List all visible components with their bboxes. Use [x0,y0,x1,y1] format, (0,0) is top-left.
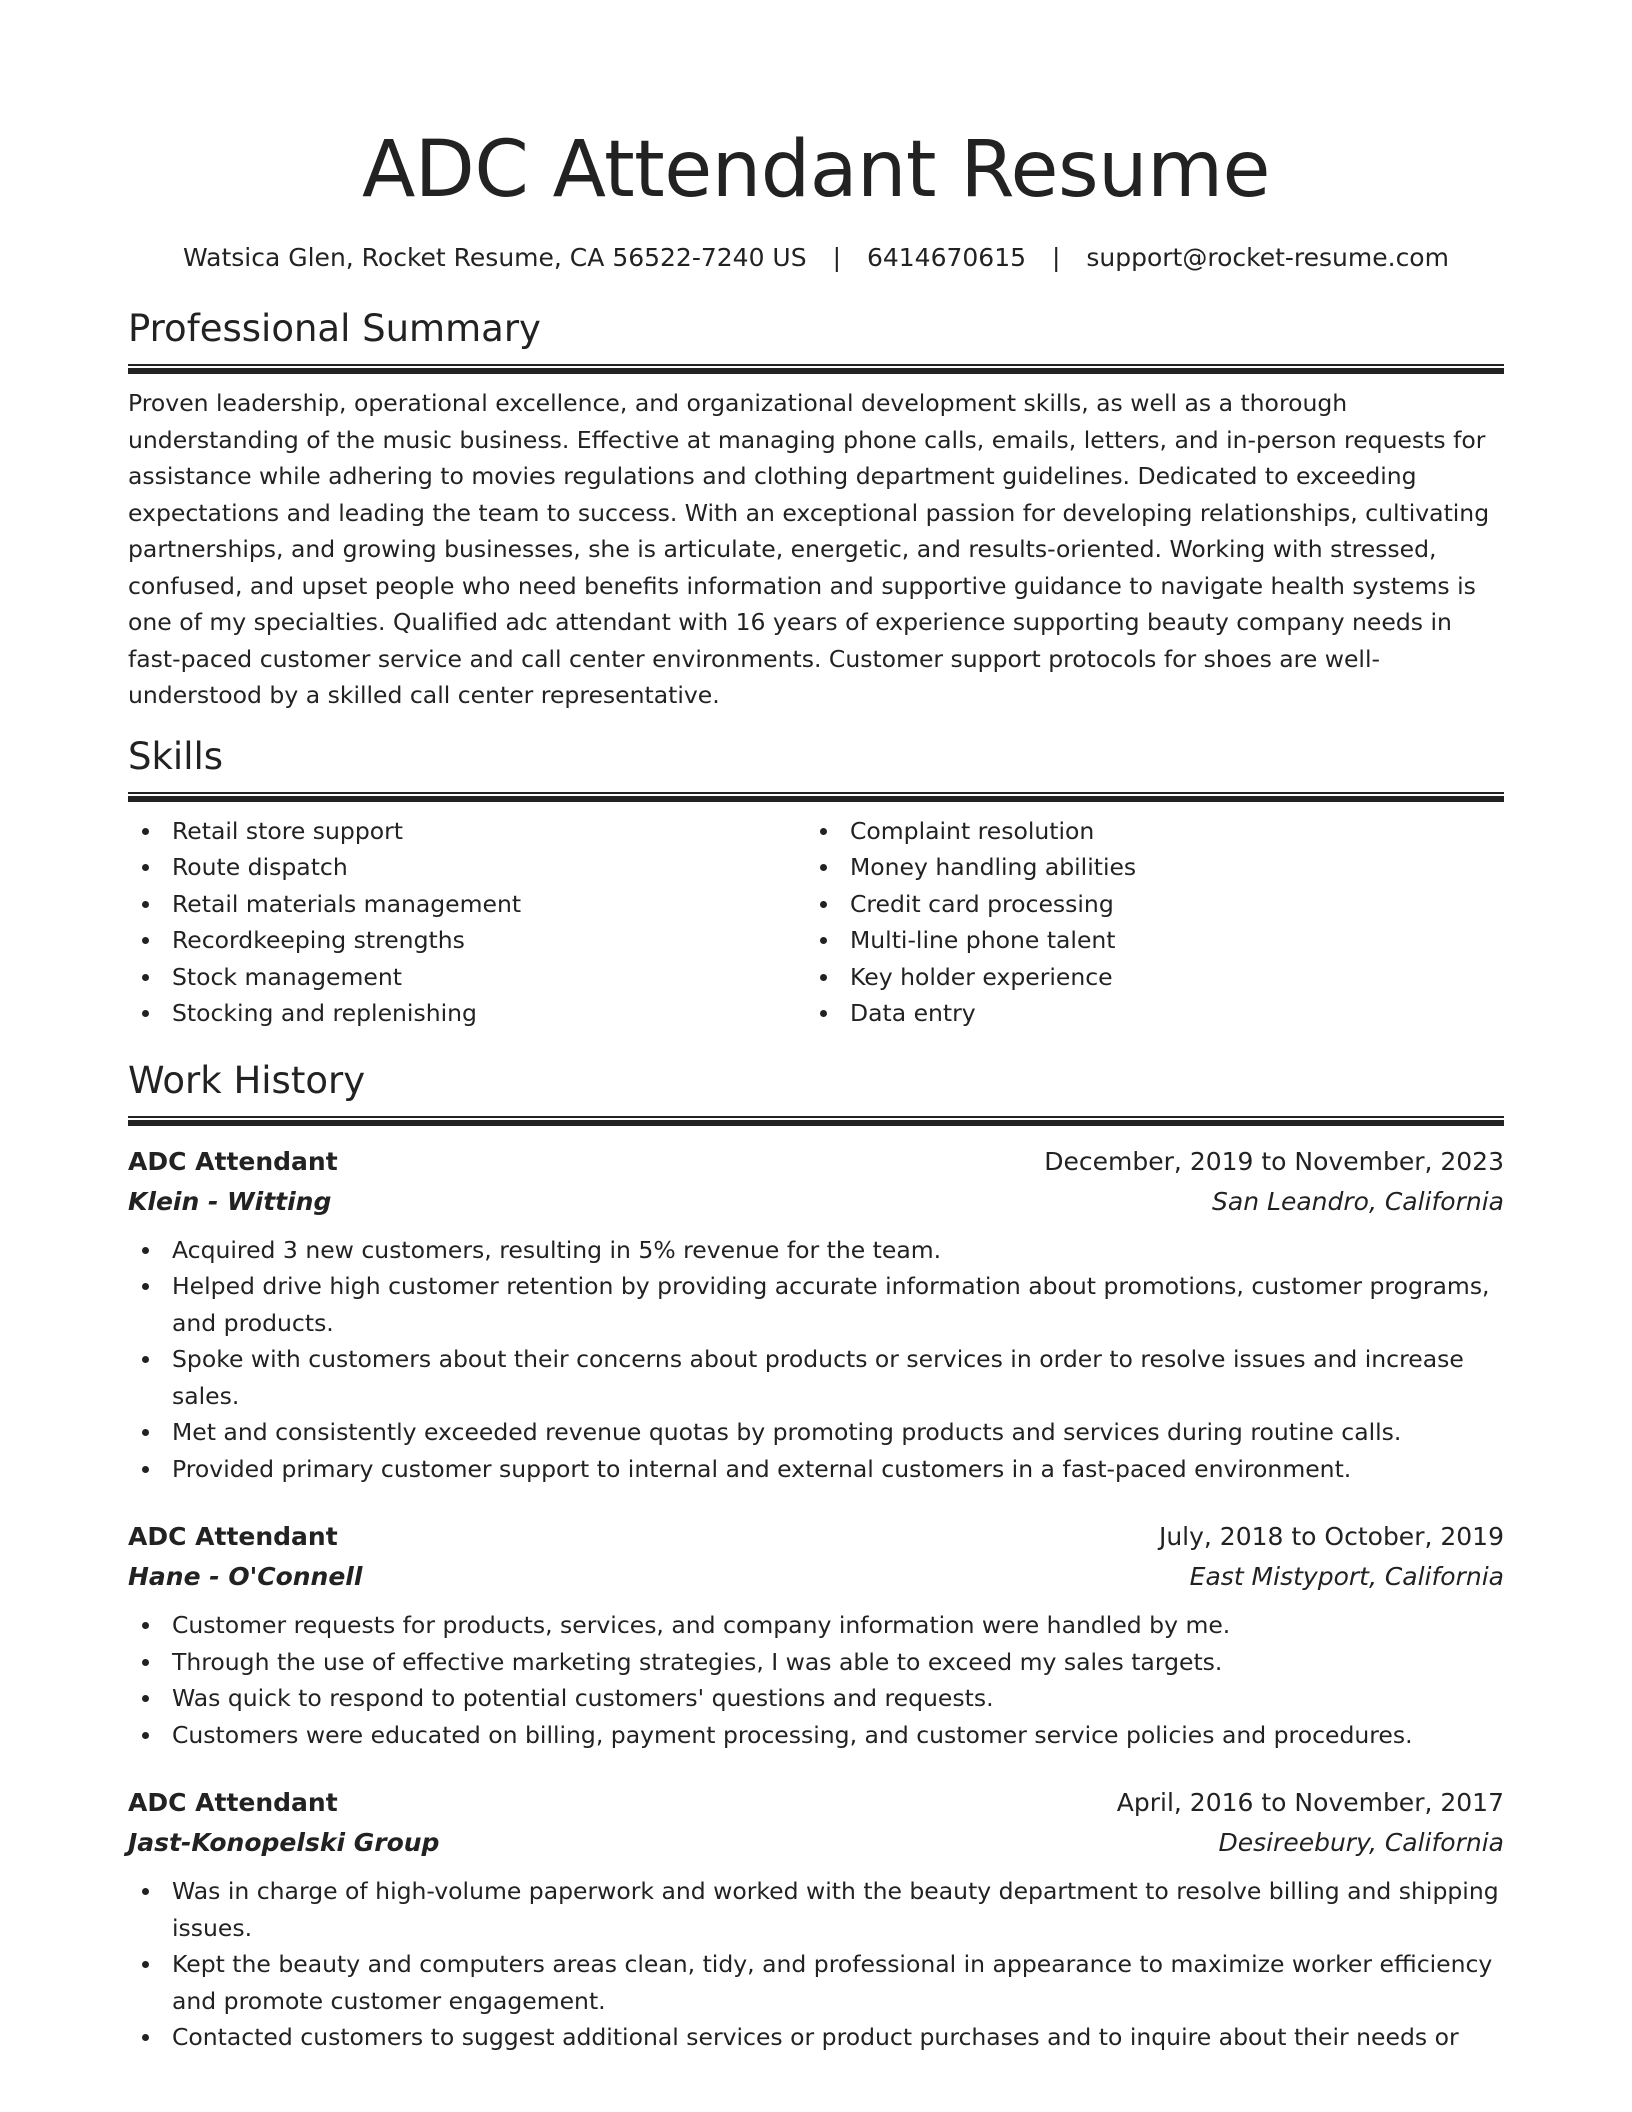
job-bullet: Kept the beauty and computers areas clean, tidy, and professional in appearance to maximize worker efficiency and promote customer engagement. [128,1946,1504,2019]
resume-title: ADC Attendant Resume [361,125,1271,215]
job-dates: December, 2019 to November, 2023 [1044,1146,1504,1176]
section-divider [128,792,1504,802]
job-title: ADC Attendant [128,1522,338,1551]
skills-section [128,734,1504,1032]
skill-item: Key holder experience [806,959,1484,996]
job-company: Klein - Witting [128,1186,332,1216]
job-subheader [128,1557,1504,1597]
job-subheader [128,1823,1504,1863]
skills-column-right [806,813,1484,1032]
job-dates: July, 2018 to October, 2019 [1158,1522,1504,1551]
job-bullet: Customer requests for products, services, and company information were handled by me. [128,1607,1504,1644]
job-header [128,1783,1504,1823]
job-company: Jast-Konopelski Group [128,1828,440,1857]
contact-line [128,242,1504,274]
job-header [128,1142,1504,1182]
skill-item: Route dispatch [128,849,806,886]
job-location: Desireebury, California [1218,1828,1504,1857]
skill-item: Complaint resolution [806,813,1484,850]
job-title: ADC Attendant [128,1146,338,1176]
job-bullet: Through the use of effective marketing strategies, I was able to exceed my sales targets. [128,1644,1504,1681]
skill-item: Credit card processing [806,886,1484,923]
skills-heading: Skills [128,734,224,778]
skill-item: Recordkeeping strengths [128,922,806,959]
skills-column-left [128,813,806,1032]
job-bullet: Contacted customers to suggest additional services or product purchases and to inquire about their needs or [128,2019,1504,2056]
job-bullets [128,1607,1504,1753]
job-bullets [128,1873,1504,2056]
skill-item: Retail store support [128,813,806,850]
work-history-heading: Work History [128,1058,366,1102]
contact-separator: | [832,243,841,272]
contact-separator: | [1051,243,1061,272]
contact-address: Watsica Glen, Rocket Resume, CA 56522-7240 US [183,243,807,272]
contact-phone: 6414670615 [866,243,1027,272]
skill-item: Data entry [806,995,1484,1032]
skill-item: Multi-line phone talent [806,922,1484,959]
job-bullet: Met and consistently exceeded revenue quotas by promoting products and services during routine calls. [128,1414,1504,1451]
job-bullet: Was quick to respond to potential customers' questions and requests. [128,1680,1504,1717]
job-bullet: Helped drive high customer retention by providing accurate information about promotions, customer programs, and products. [128,1268,1504,1341]
job-subheader [128,1182,1504,1222]
job-bullet: Spoke with customers about their concerns about products or services in order to resolve issues and increase sales. [128,1341,1504,1414]
job-bullet: Acquired 3 new customers, resulting in 5% revenue for the team. [128,1232,1504,1269]
job-location: San Leandro, California [1212,1186,1504,1216]
skills-list [128,813,1504,1032]
contact-email: support@rocket-resume.com [1086,243,1449,272]
section-divider [128,364,1504,374]
work-history-section [128,1058,1504,2056]
skill-item: Stocking and replenishing [128,995,806,1032]
summary-heading: Professional Summary [128,307,541,350]
skill-item: Stock management [128,959,806,996]
job-bullets [128,1232,1504,1488]
job-entry [128,1783,1504,2056]
skill-item: Retail materials management [128,886,806,923]
job-header [128,1517,1504,1557]
section-divider [128,1116,1504,1126]
summary-section [128,306,1504,714]
job-bullet: Was in charge of high-volume paperwork and worked with the beauty department to resolve billing and shipping issues. [128,1873,1504,1946]
job-bullet: Provided primary customer support to internal and external customers in a fast-paced environment. [128,1451,1504,1488]
job-dates: April, 2016 to November, 2017 [1116,1788,1504,1817]
resume-page [128,0,1504,2056]
job-entry [128,1517,1504,1753]
job-company: Hane - O'Connell [128,1562,363,1591]
job-location: East Mistyport, California [1189,1562,1504,1591]
job-title: ADC Attendant [128,1788,338,1817]
job-entry [128,1142,1504,1488]
job-bullet: Customers were educated on billing, payment processing, and customer service policies and procedures. [128,1717,1504,1754]
skill-item: Money handling abilities [806,849,1484,886]
summary-text: Proven leadership, operational excellence, and organizational development skills, as well as a thorough understanding of the music business. Effective at managing phone calls, emails, letters, and in-person requests for assistance while adhering to movies regulations and clothing department guidelines. Dedicated to exceeding expectations and leading the team to success. With an exceptional passion for developing relationships, cultivating partnerships, and growing businesses, she is articulate, energetic, and results-oriented. Working with stressed, confused, and upset people who need benefits information and supportive guidance to navigate health systems is one of my specialties. Qualified adc attendant with 16 years of experience supporting beauty company needs in fast-paced customer service and call center environments. Customer support protocols for shoes are well-understood by a skilled call center representative. [128,389,1490,709]
